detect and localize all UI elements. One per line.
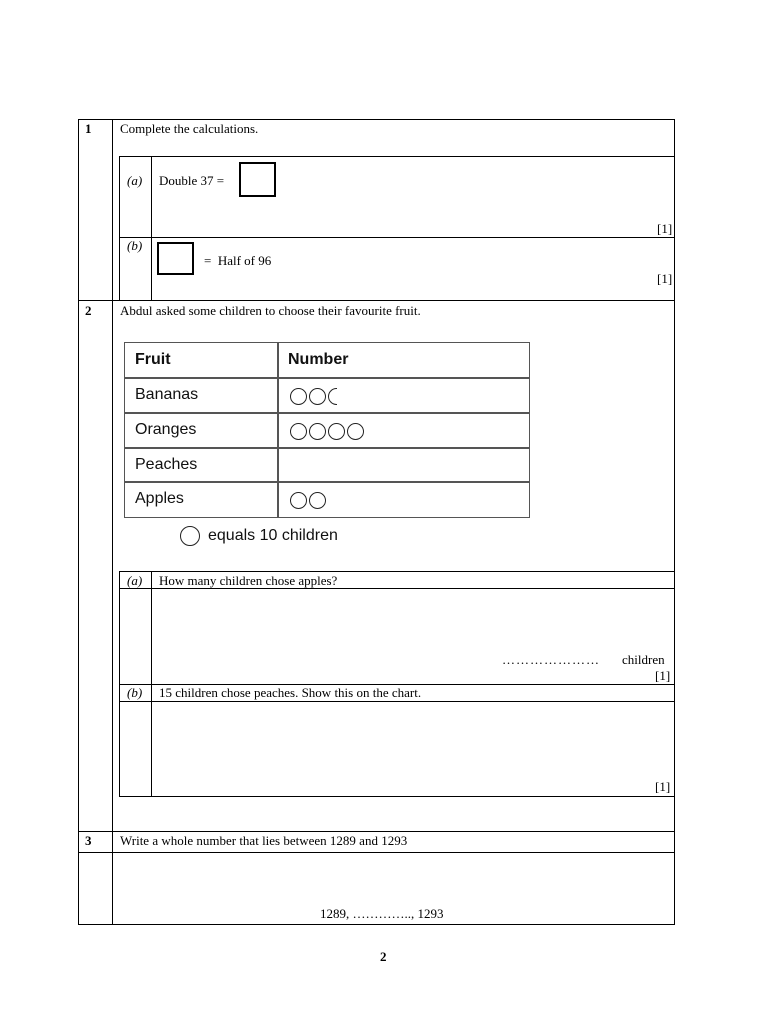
q3-instruction: Write a whole number that lies between 1289 and 1293 (120, 833, 408, 848)
pictogram-key-text: equals 10 children (208, 527, 338, 544)
circle-symbol-icon (309, 492, 326, 509)
circle-symbol-icon (347, 423, 364, 440)
pictogram-fruit-peaches: Peaches (135, 456, 198, 473)
q1-sub-top (119, 156, 675, 157)
q2a-answer-line[interactable]: ………………… (502, 652, 600, 667)
circle-symbol-icon (290, 423, 307, 440)
outer-border-right (674, 119, 675, 925)
q1-sub-left (119, 156, 120, 301)
circle-symbol-icon (290, 388, 307, 405)
pictogram-row-divider (125, 481, 529, 483)
pictogram-fruit-bananas: Bananas (135, 386, 199, 403)
q2-sub-left (119, 571, 120, 797)
q1a-text: Double 37 = (159, 173, 225, 188)
q2b-label: (b) (127, 685, 143, 700)
q2b-label-line (119, 701, 675, 702)
q2-sub-top (119, 571, 675, 572)
pictogram-key (180, 526, 338, 546)
q1b-label: (b) (127, 238, 143, 253)
q2-instruction: Abdul asked some children to choose their favourite fruit. (120, 303, 421, 318)
q1-sub-label-divider (151, 156, 152, 301)
q2-sub-bottom (119, 796, 675, 797)
q2a-label: (a) (127, 573, 143, 588)
q1b-text: = Half of 96 (204, 253, 272, 268)
circle-symbol-icon (290, 492, 307, 509)
pictogram-row-divider (125, 447, 529, 449)
pictogram-row-divider (125, 377, 529, 379)
q1b-mark: [1] (657, 271, 673, 286)
q1a-label: (a) (127, 173, 143, 188)
q1-instruction: Complete the calculations. (120, 121, 259, 136)
pictogram-symbols-oranges (290, 422, 366, 440)
q1a-answer-box[interactable] (239, 162, 276, 197)
pictogram-header-fruit: Fruit (135, 351, 171, 368)
q1-q2-divider (78, 300, 675, 301)
pictogram-fruit-oranges: Oranges (135, 421, 197, 438)
q3-number: 3 (85, 833, 92, 848)
q2a-mark: [1] (655, 668, 671, 683)
q2-q3-divider (78, 831, 675, 832)
number-column-divider (112, 119, 113, 925)
q1-sub-mid (119, 237, 675, 238)
q2a-unit: children (622, 652, 665, 667)
outer-border-bottom (78, 924, 675, 925)
pictogram-fruit-apples: Apples (135, 490, 184, 507)
circle-symbol-icon (328, 423, 345, 440)
pictogram-header-number: Number (288, 351, 349, 368)
outer-border-top (78, 119, 675, 120)
q2-number: 2 (85, 303, 92, 318)
q1-number: 1 (85, 121, 92, 136)
page-number: 2 (380, 949, 387, 964)
q3-inner-divider (78, 852, 675, 853)
key-circle-icon (180, 526, 200, 546)
pictogram-column-divider (277, 343, 279, 517)
q1b-answer-box[interactable] (157, 242, 194, 275)
q2b-mark: [1] (655, 779, 671, 794)
q2-sub-label-divider (151, 571, 152, 797)
pictogram-symbols-bananas (290, 387, 337, 405)
q1a-mark: [1] (657, 221, 673, 236)
pictogram-row-divider (125, 412, 529, 414)
pictogram-symbols-apples (290, 491, 328, 509)
outer-border-left (78, 119, 79, 925)
pictogram-table (124, 342, 530, 518)
circle-symbol-icon (309, 388, 326, 405)
half-circle-symbol-icon (328, 388, 337, 405)
circle-symbol-icon (309, 423, 326, 440)
q2a-text: How many children chose apples? (159, 573, 338, 588)
q3-answer[interactable]: 1289, ………….., 1293 (320, 906, 444, 921)
q2b-text: 15 children chose peaches. Show this on the chart. (159, 685, 422, 700)
